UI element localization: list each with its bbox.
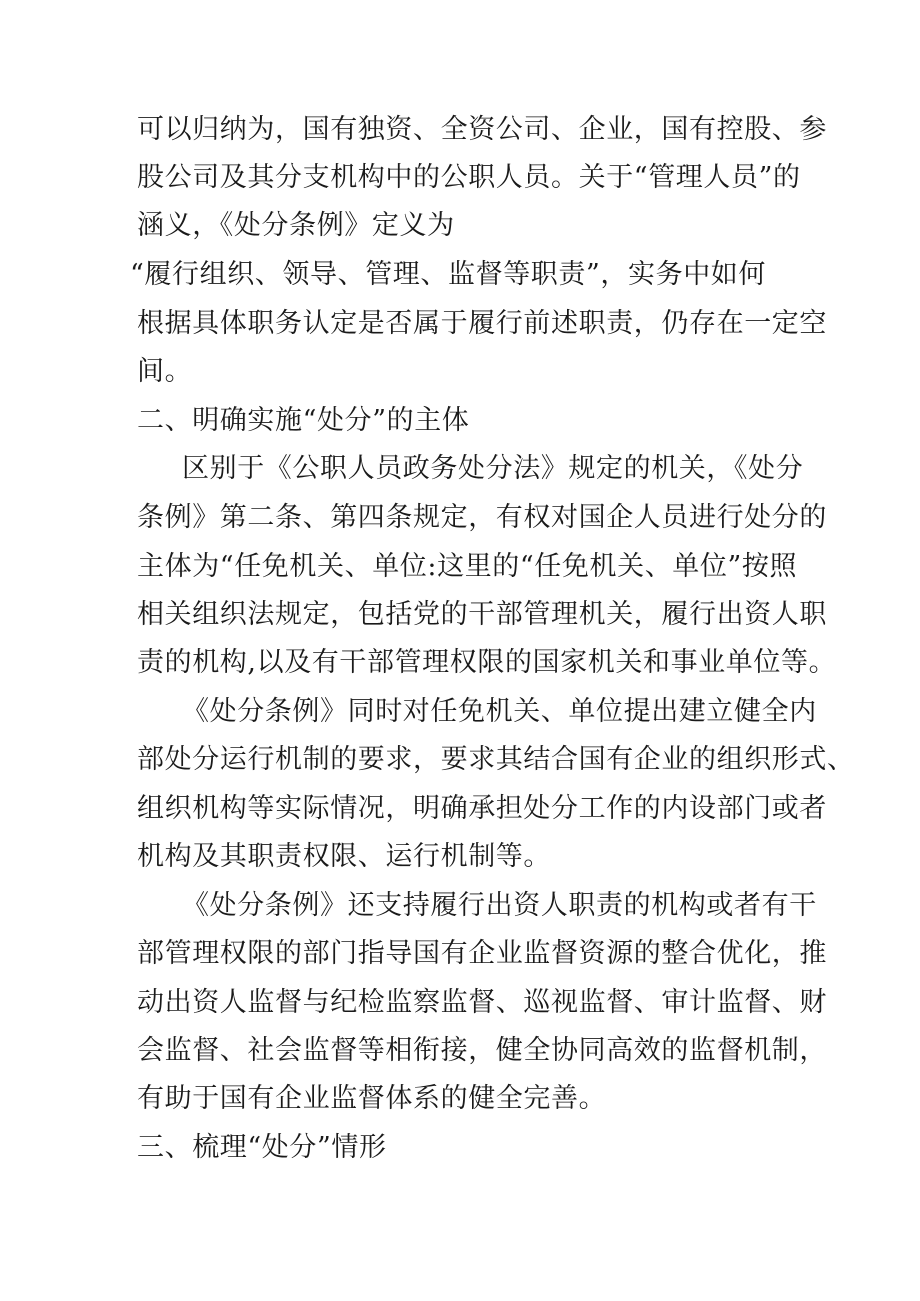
paragraph-line: 条例》第二条、第四条规定，有权对国企人员进行处分的: [137, 502, 827, 533]
paragraph-line: 责的机构,以及有干部管理权限的国家机关和事业单位等。: [137, 647, 837, 678]
section-heading: 二、明确实施“处分”的主体: [137, 405, 470, 436]
paragraph-line: 根据具体职务认定是否属于履行前述职责，仍存在一定空: [137, 308, 827, 339]
paragraph-line: 股公司及其分支机构中的公职人员。关于“管理人员”的: [137, 162, 801, 193]
paragraph-line: 区别于《公职人员政务处分法》规定的机关，《处分: [182, 453, 804, 484]
paragraph-line: 可以归纳为，国有独资、全资公司、企业，国有控股、参: [137, 114, 827, 145]
paragraph-line: 主体为“任免机关、单位:这里的“任免机关、单位”按照: [137, 551, 798, 582]
paragraph-line: 间。: [137, 356, 193, 387]
paragraph-line: 会监督、社会监督等相衔接，健全协同高效的监督机制，: [137, 1035, 827, 1066]
paragraph-line: 有助于国有企业监督体系的健全完善。: [137, 1083, 607, 1114]
paragraph-line: 部处分运行机制的要求，要求其结合国有企业的组织形式、: [137, 744, 855, 775]
section-heading: 三、梳理“处分”情形: [137, 1132, 387, 1163]
paragraph-line: 动出资人监督与纪检监察监督、巡视监督、审计监督、财: [137, 987, 827, 1018]
paragraph-line: 涵义，《处分条例》定义为: [137, 210, 455, 241]
paragraph-line: 部管理权限的部门指导国有企业监督资源的整合优化，推: [137, 938, 827, 969]
paragraph-line: 《处分条例》同时对任免机关、单位提出建立健全内: [182, 696, 817, 727]
paragraph-line: 机构及其职责权限、运行机制等。: [137, 841, 551, 872]
paragraph-line: 相关组织法规定，包括党的干部管理机关，履行出资人职: [137, 599, 827, 630]
paragraph-line: “履行组织、领导、管理、监督等职责”，实务中如何: [130, 259, 767, 290]
paragraph-line: 《处分条例》还支持履行出资人职责的机构或者有干: [182, 890, 817, 921]
paragraph-line: 组织机构等实际情况，明确承担处分工作的内设部门或者: [137, 793, 827, 824]
